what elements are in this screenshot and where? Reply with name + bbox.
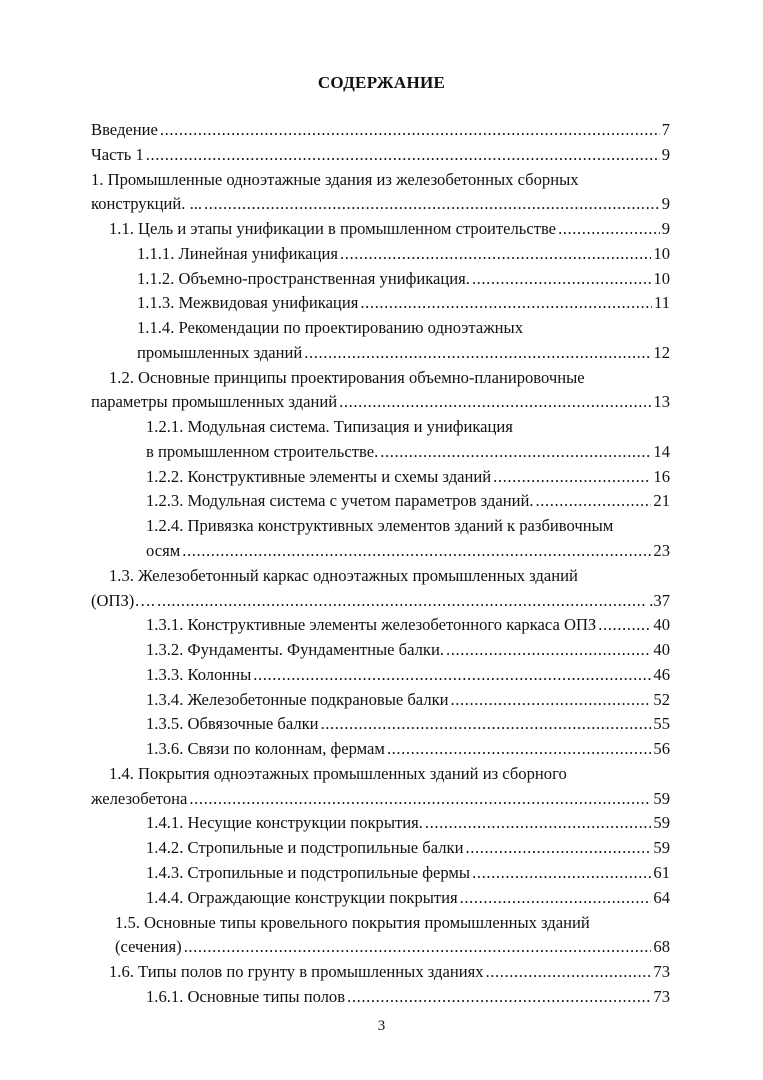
toc-entry-text: 1.1.1. Линейная унификация	[137, 243, 339, 263]
toc-line	[91, 861, 670, 886]
toc-line	[91, 217, 670, 242]
dot-leader	[347, 985, 651, 1010]
toc-page-number: 73	[653, 962, 670, 982]
dot-leader	[451, 688, 652, 713]
toc-entry[interactable]	[91, 415, 670, 465]
toc-page-number: 9	[661, 219, 670, 239]
toc-line	[91, 960, 670, 985]
toc-line	[91, 440, 670, 465]
toc-entry-text: 1.6. Типы полов по грунту в промышленных зданиях	[109, 962, 484, 982]
toc-entry[interactable]	[91, 712, 670, 737]
toc-entry-text: 1.3.3. Колонны	[146, 664, 252, 684]
toc-line	[91, 242, 670, 267]
toc-line	[91, 935, 670, 960]
toc-entry-text: 1.1.3. Межвидовая унификация	[137, 293, 359, 313]
dot-leader	[360, 291, 652, 316]
toc-line	[91, 985, 670, 1010]
toc-entry-text: 1. Промышленные одноэтажные здания из железобетонных сборных	[91, 169, 579, 189]
dot-leader	[558, 217, 660, 242]
toc-page-number: 61	[653, 862, 670, 882]
dot-leader	[472, 861, 651, 886]
toc-line	[91, 564, 670, 589]
toc-entry[interactable]	[91, 762, 670, 812]
toc-line	[91, 712, 670, 737]
toc-entry-text: 1.1.4. Рекомендации по проектированию одноэтажных	[137, 318, 523, 338]
toc-line	[91, 415, 670, 440]
toc-page-number: 10	[653, 243, 670, 263]
toc-line	[91, 168, 670, 193]
dot-leader	[598, 613, 651, 638]
toc-entry-text: Введение	[91, 120, 158, 139]
toc-line	[91, 911, 670, 936]
toc-page-number: 52	[653, 689, 670, 709]
toc-entry-text: осям	[146, 541, 181, 561]
toc-line	[91, 143, 670, 168]
dot-leader	[446, 638, 651, 663]
dot-leader	[253, 663, 651, 688]
toc-entry[interactable]	[91, 465, 670, 490]
page-number: 3	[377, 1018, 386, 1034]
toc-entry[interactable]	[91, 861, 670, 886]
toc-line	[91, 886, 670, 911]
dot-leader	[425, 811, 652, 836]
toc-entry-text: Часть 1	[91, 144, 144, 164]
toc-entry[interactable]	[91, 663, 670, 688]
toc-entry[interactable]	[91, 168, 670, 218]
dot-leader	[184, 935, 652, 960]
toc-page-number: 9	[661, 194, 670, 214]
toc-page-number: 21	[653, 491, 670, 511]
toc-page-number: 46	[653, 664, 670, 684]
dot-leader	[380, 440, 651, 465]
toc-entry-text: 1.2.1. Модульная система. Типизация и унификация	[146, 417, 513, 437]
toc-page-number: 9	[661, 144, 670, 164]
toc-line	[91, 613, 670, 638]
dot-leader	[204, 192, 660, 217]
toc-entry-text: конструкций. ...	[91, 194, 203, 214]
toc-entry[interactable]	[91, 911, 670, 961]
toc-page-number: 10	[653, 268, 670, 288]
dot-leader	[460, 886, 652, 911]
toc-page-number: 55	[653, 714, 670, 734]
toc-line	[91, 539, 670, 564]
toc-line	[91, 787, 670, 812]
toc-entry[interactable]	[91, 143, 670, 168]
toc-page-number: 73	[653, 986, 670, 1006]
toc-entry-text: 1.4.4. Ограждающие конструкции покрытия	[146, 887, 458, 907]
toc-entry-text: промышленных зданий	[137, 342, 303, 362]
toc-entry-text: 1.2.3. Модульная система с учетом параметров зданий.	[146, 491, 534, 511]
toc-page-number: 13	[653, 392, 670, 412]
dot-leader	[321, 712, 652, 737]
toc-entry-text: (сечения)	[115, 937, 182, 957]
toc-page-number: 11	[654, 293, 670, 313]
dot-leader	[472, 267, 651, 292]
toc-page-number: 40	[653, 640, 670, 660]
toc-entry[interactable]	[91, 217, 670, 242]
toc-entry[interactable]	[91, 737, 670, 762]
toc-line	[91, 291, 670, 316]
toc-entry-text: 1.1.2. Объемно-пространственная унификация.	[137, 268, 470, 288]
dot-leader	[182, 539, 651, 564]
toc-entry-text: 1.2.2. Конструктивные элементы и схемы зданий	[146, 466, 492, 486]
toc-entry-text: 1.2. Основные принципы проектирования объемно-планировочные	[109, 367, 585, 387]
toc-line	[91, 836, 670, 861]
toc-entry-text: 1.3.2. Фундаменты. Фундаментные балки.	[146, 640, 444, 660]
toc-line	[91, 341, 670, 366]
toc-page-number: 59	[653, 838, 670, 858]
toc-line	[91, 118, 670, 143]
dot-leader	[157, 589, 647, 614]
toc-entry[interactable]	[91, 836, 670, 861]
toc-page-number: 64	[653, 887, 670, 907]
toc-line	[91, 638, 670, 663]
toc-line	[91, 688, 670, 713]
toc-entry[interactable]	[91, 985, 670, 1010]
dot-leader	[189, 787, 651, 812]
toc-entry[interactable]	[91, 267, 670, 292]
toc-entry[interactable]	[91, 613, 670, 638]
toc-entry-text: (ОПЗ)….	[91, 590, 156, 610]
dot-leader	[536, 489, 652, 514]
toc-entry[interactable]	[91, 886, 670, 911]
toc-entry[interactable]	[91, 960, 670, 985]
toc-entry[interactable]	[91, 489, 670, 514]
toc-entry-text: 1.3. Железобетонный каркас одноэтажных промышленных зданий	[109, 565, 578, 585]
toc-entry-text: 1.4.1. Несущие конструкции покрытия.	[146, 813, 423, 833]
toc-line	[91, 663, 670, 688]
toc-entry[interactable]	[91, 564, 670, 614]
page-title: СОДЕРЖАНИЕ	[317, 73, 446, 92]
toc-entry-text: параметры промышленных зданий	[91, 392, 338, 412]
table-of-contents	[91, 118, 670, 1010]
toc-entry[interactable]	[91, 316, 670, 366]
toc-entry[interactable]	[91, 811, 670, 836]
toc-entry-text: 1.4. Покрытия одноэтажных промышленных зданий из сборного	[109, 763, 567, 783]
toc-entry-text: 1.3.4. Железобетонные подкрановые балки	[146, 689, 449, 709]
toc-line	[91, 192, 670, 217]
toc-page-number: 40	[653, 615, 670, 635]
toc-line	[91, 811, 670, 836]
toc-entry[interactable]	[91, 688, 670, 713]
toc-entry[interactable]	[91, 366, 670, 416]
toc-entry-text: железобетона	[91, 788, 188, 808]
toc-page-number: 16	[653, 466, 670, 486]
toc-entry-text: 1.4.3. Стропильные и подстропильные фермы	[146, 862, 471, 882]
toc-entry[interactable]	[91, 242, 670, 267]
dot-leader	[486, 960, 652, 985]
toc-page-number: .37	[649, 590, 670, 610]
toc-entry-text: 1.3.1. Конструктивные элементы железобетонного каркаса ОПЗ	[146, 615, 597, 635]
toc-entry-text: 1.2.4. Привязка конструктивных элементов зданий к разбивочным	[146, 516, 614, 536]
toc-page-number: 12	[653, 342, 670, 362]
toc-line	[91, 316, 670, 341]
toc-page-number: 59	[653, 788, 670, 808]
dot-leader	[465, 836, 651, 861]
toc-line	[91, 589, 670, 614]
dot-leader	[146, 143, 660, 168]
toc-entry-text: в промышленном строительстве.	[146, 441, 379, 461]
toc-line	[91, 489, 670, 514]
toc-entry-text: 1.3.6. Связи по колоннам, фермам	[146, 739, 385, 759]
toc-entry-text: 1.5. Основные типы кровельного покрытия промышленных зданий	[115, 912, 590, 932]
toc-entry[interactable]	[91, 514, 670, 564]
toc-page-number: 23	[653, 541, 670, 561]
toc-entry-text: 1.3.5. Обвязочные балки	[146, 714, 319, 734]
toc-line	[91, 390, 670, 415]
toc-entry[interactable]	[91, 118, 670, 143]
toc-line	[91, 465, 670, 490]
dot-leader	[339, 390, 651, 415]
dot-leader	[160, 118, 660, 143]
dot-leader	[493, 465, 651, 490]
toc-entry-text: 1.4.2. Стропильные и подстропильные балки	[146, 838, 464, 858]
toc-line	[91, 366, 670, 391]
toc-line	[91, 267, 670, 292]
toc-page-number: 68	[653, 937, 670, 957]
toc-page-number: 56	[653, 739, 670, 759]
toc-page-number: 59	[653, 813, 670, 833]
dot-leader	[340, 242, 651, 267]
dot-leader	[304, 341, 651, 366]
toc-entry[interactable]	[91, 638, 670, 663]
toc-entry-text: 1.1. Цель и этапы унификации в промышленном строительстве	[109, 219, 557, 239]
toc-page-number: 14	[653, 441, 670, 461]
dot-leader	[387, 737, 651, 762]
toc-entry-text: 1.6.1. Основные типы полов	[146, 986, 346, 1006]
toc-entry[interactable]	[91, 291, 670, 316]
toc-page-number: 7	[661, 120, 670, 139]
toc-line	[91, 737, 670, 762]
toc-line	[91, 762, 670, 787]
toc-line	[91, 514, 670, 539]
